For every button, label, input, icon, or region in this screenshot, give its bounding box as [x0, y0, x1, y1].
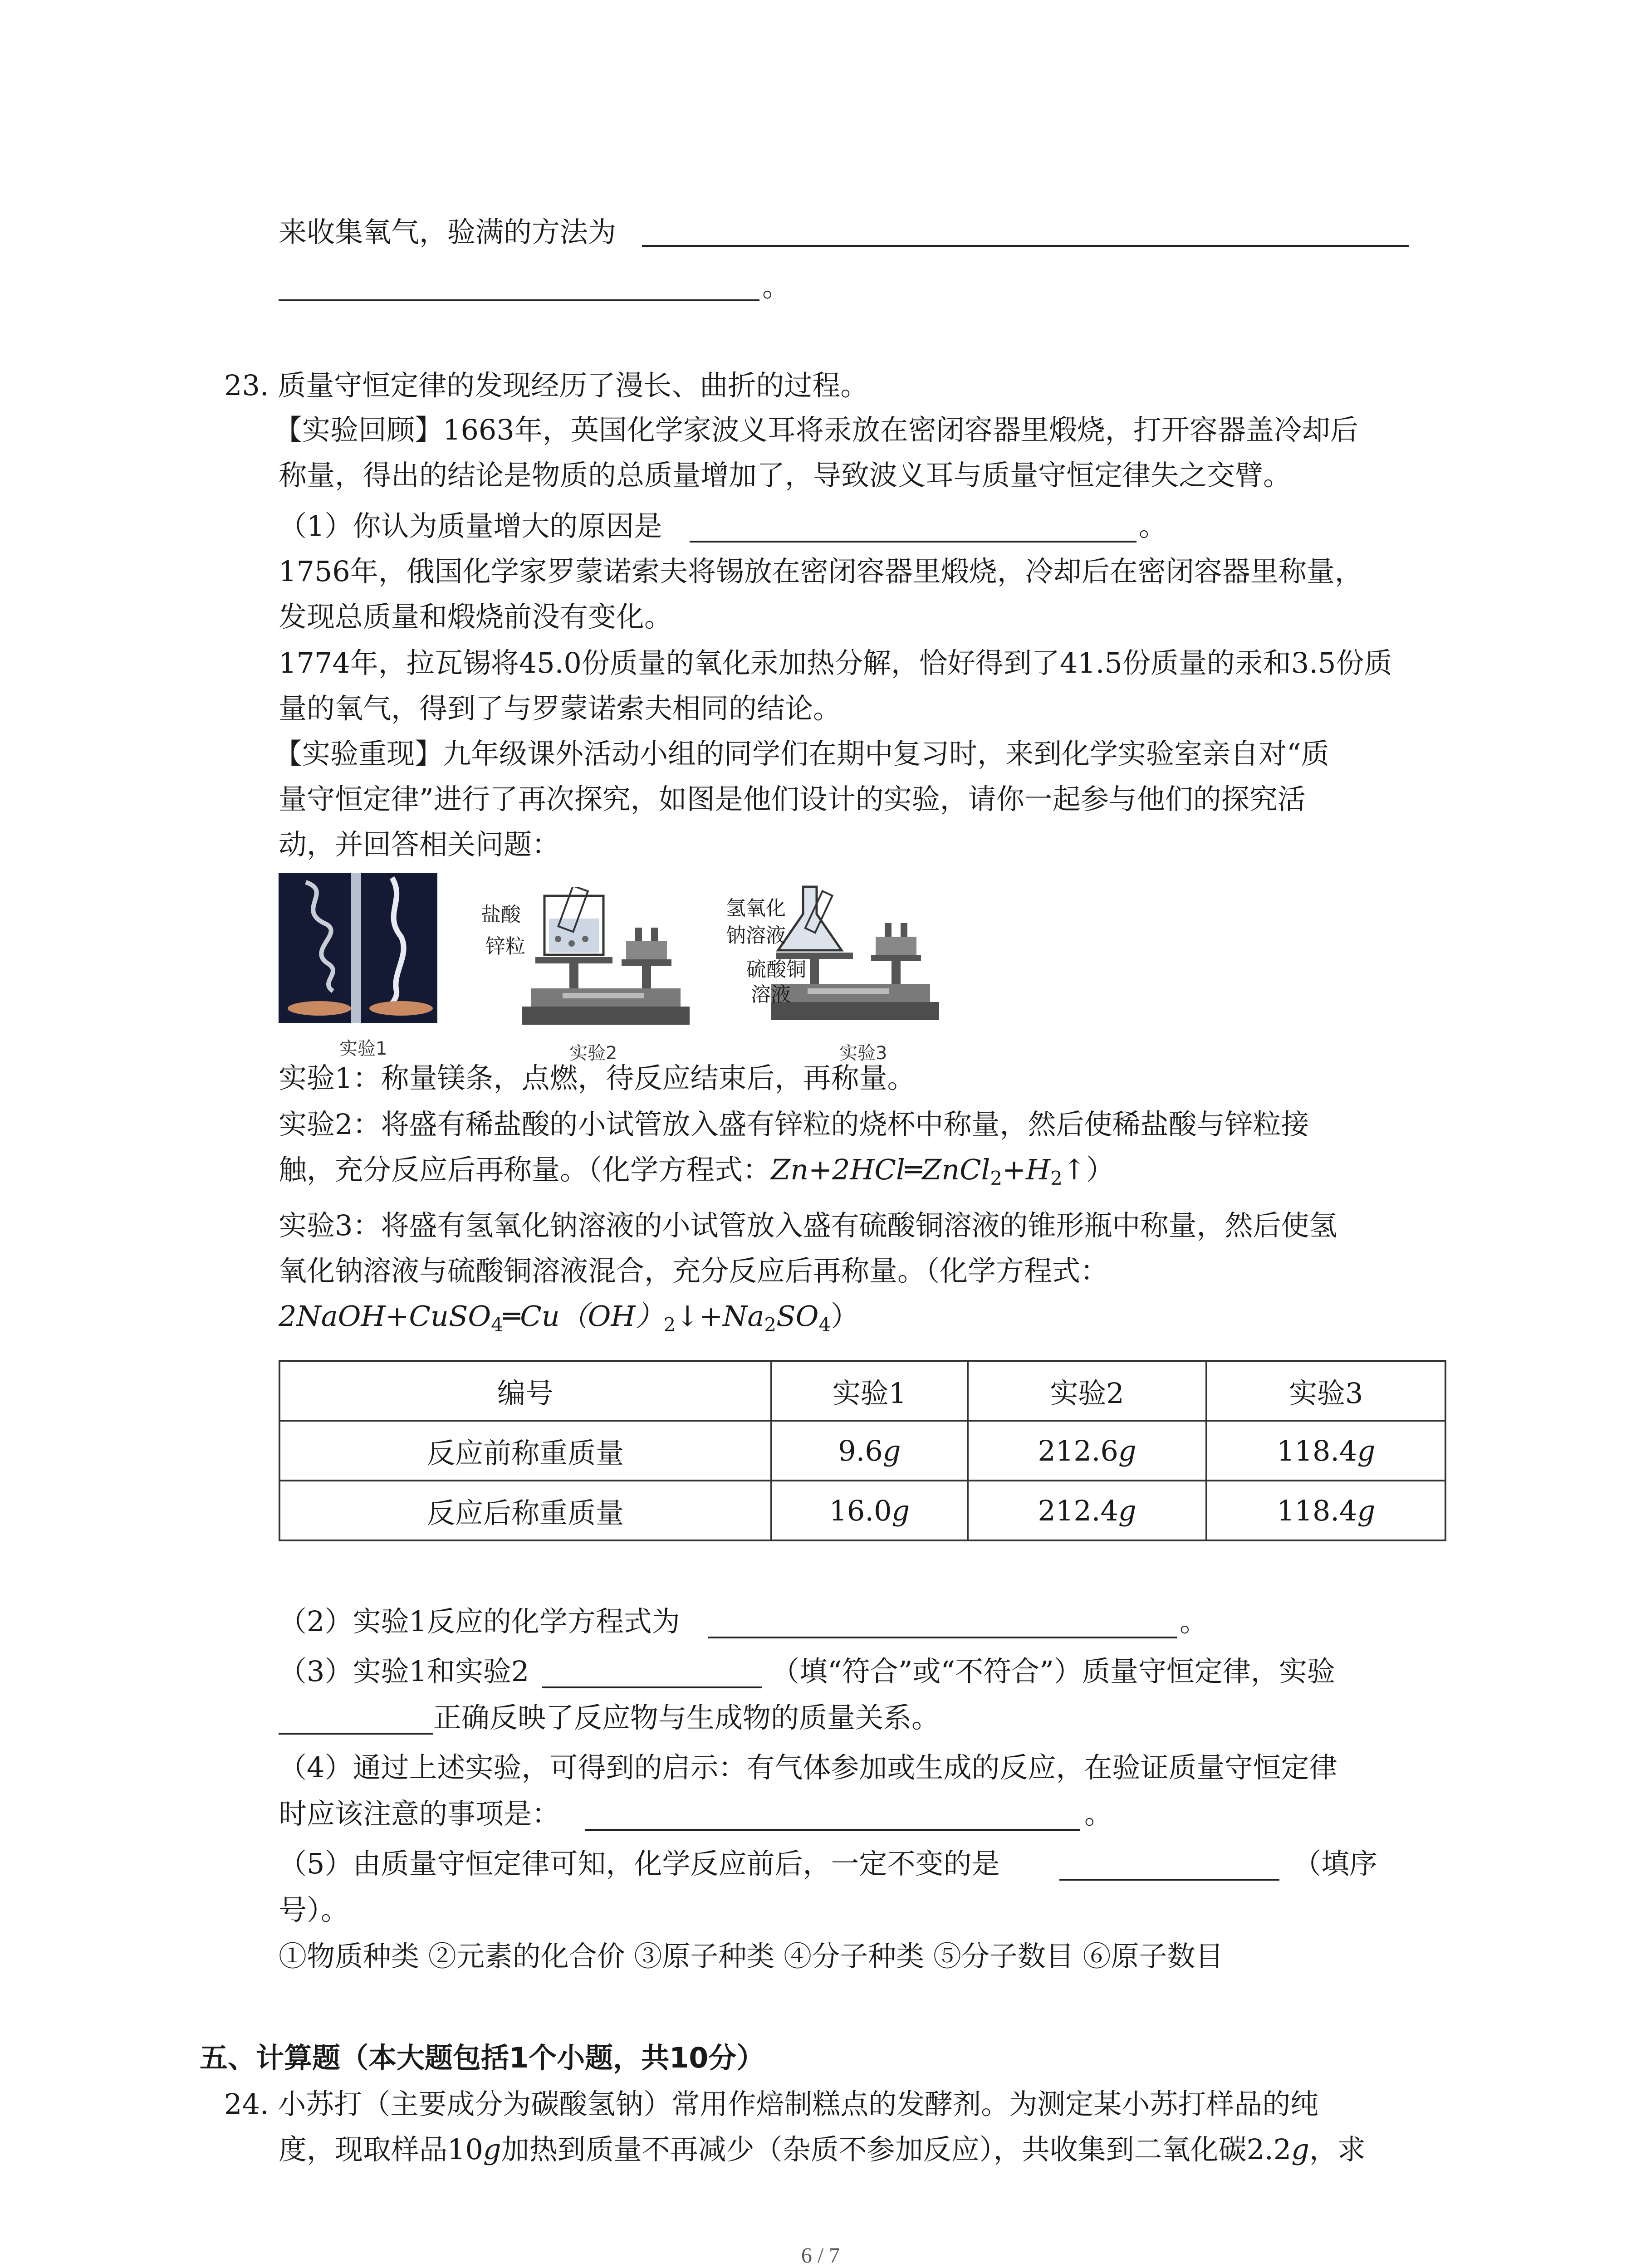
page-number: 6 / 7 — [801, 2244, 840, 2268]
table-header-cell: 实验3 — [1206, 1361, 1445, 1421]
redo-paragraph-line2: 量守恒定律”进行了再次探究，如图是他们设计的实验，请你一起参与他们的探究活 — [279, 782, 1306, 816]
prev-question-text: 来收集氧气，验满的方法为 — [279, 215, 617, 249]
review-paragraph-line1: 【实验回顾】1663年，英国化学家波义耳将汞放在密闭容器里煅烧，打开容器盖冷却后 — [274, 413, 1358, 446]
prev-question-line — [279, 213, 616, 251]
answer-blank[interactable] — [1059, 1879, 1279, 1881]
table-row — [279, 1421, 1445, 1481]
unit: g — [1357, 1434, 1376, 1467]
table-cell-value — [771, 1481, 968, 1540]
value: 212.4 — [1038, 1494, 1118, 1527]
redo-paragraph-line1: 【实验重现】九年级课外活动小组的同学们在期中复习时，来到化学实验室亲自对“质 — [274, 737, 1329, 770]
equation-zn-hcl: Zn+2HCl═ZnCl — [771, 1153, 990, 1186]
equation-close: ↑） — [1062, 1153, 1114, 1186]
answer-blank[interactable] — [542, 1686, 762, 1688]
subquestion-1-text: （1）你认为质量增大的原因是 — [279, 509, 662, 543]
answer-blank[interactable] — [690, 541, 1136, 543]
value: 9.6 — [838, 1434, 883, 1467]
equation-close: ） — [831, 1300, 859, 1333]
unit: g — [1291, 2133, 1309, 2166]
subscript: 2 — [663, 1314, 676, 1336]
experiment-1-description: 实验1：称量镁条，点燃，待反应结束后，再称量。 — [279, 1061, 916, 1095]
unit: g — [1118, 1434, 1136, 1467]
label-cuso4-line1: 硫酸铜 — [746, 958, 806, 981]
caption-experiment-1: 实验1 — [339, 1038, 387, 1059]
table-cell-value — [968, 1421, 1207, 1481]
period: 。 — [1180, 1605, 1208, 1638]
label-zinc-granules: 锌粒 — [485, 935, 525, 958]
subscript: 4 — [818, 1314, 831, 1336]
value: 118.4 — [1277, 1434, 1357, 1467]
unit: g — [1357, 1494, 1376, 1527]
subscript: 2 — [990, 1167, 1003, 1189]
subquestion-4-line1: （4）通过上述实验，可得到的启示：有气体参加或生成的反应，在验证质量守恒定律 — [279, 1751, 1337, 1784]
subscript: 2 — [764, 1314, 777, 1336]
label-naoh-line1: 氢氧化 — [726, 897, 786, 920]
answer-blank[interactable] — [585, 1829, 1080, 1831]
paragraph-1774-line2: 量的氧气，得到了与罗蒙诺索夫相同的结论。 — [279, 692, 842, 725]
period: 。 — [762, 270, 791, 303]
table-cell-value — [1206, 1481, 1445, 1540]
value: 16.0 — [829, 1494, 892, 1527]
subquestion-5-suffix: （填序 — [1293, 1847, 1378, 1880]
answer-blank[interactable] — [279, 1733, 433, 1735]
subquestion-5-line1: （5）由质量守恒定律可知，化学反应前后，一定不变的是 — [279, 1847, 1000, 1880]
unit: g — [1118, 1494, 1136, 1527]
period: 。 — [1139, 509, 1167, 543]
table-header-row — [279, 1361, 1445, 1421]
label-cuso4-line2: 溶液 — [751, 983, 791, 1006]
q24-text: ，求 — [1309, 2133, 1366, 2166]
subquestion-5-line2: 号）。 — [279, 1893, 349, 1926]
section-heading: 五、计算题（本大题包括1个小题，共10分） — [200, 2041, 765, 2074]
subquestion-3-prefix: （3）实验1和实验2 — [279, 1655, 529, 1688]
equation-h2: +H — [1002, 1153, 1051, 1186]
review-paragraph-line2: 称量，得出的结论是物质的总质量增加了，导致波义耳与质量守恒定律失之交臂。 — [279, 459, 1292, 492]
equation-part: ═Cu（OH） — [503, 1300, 664, 1333]
equation-part: 2NaOH+CuSO — [279, 1300, 491, 1333]
answer-options: ①物质种类 ②元素的化合价 ③原子种类 ④分子种类 ⑤分子数目 ⑥原子数目 — [279, 1940, 1224, 1973]
unit: g — [483, 2133, 501, 2166]
subscript: 2 — [1050, 1167, 1063, 1189]
table-cell-value — [1206, 1421, 1445, 1481]
answer-blank[interactable] — [708, 1637, 1177, 1638]
table-cell-label: 反应前称重质量 — [279, 1421, 771, 1481]
mass-data-table — [279, 1360, 1446, 1541]
paragraph-1774-line1: 1774年，拉瓦锡将45.0份质量的氧化汞加热分解，恰好得到了41.5份质量的汞和3.5份质 — [279, 646, 1392, 679]
table-header-cell: 编号 — [279, 1361, 771, 1421]
subscript: 4 — [491, 1314, 503, 1336]
value: 118.4 — [1277, 1494, 1357, 1527]
unit: g — [882, 1434, 901, 1467]
experiment-3-description-line1: 实验3：将盛有氢氧化钠溶液的小试管放入盛有硫酸铜溶液的锥形瓶中称量，然后使氢 — [279, 1209, 1337, 1242]
question-24-line1: 24. 小苏打（主要成分为碳酸氢钠）常用作焙制糕点的发酵剂。为测定某小苏打样品的纯 — [224, 2087, 1319, 2121]
experiment-2-text: 触，充分反应后再称量。（化学方程式： — [279, 1153, 771, 1186]
equation-part: ↓+Na — [676, 1300, 764, 1333]
table-header-cell: 实验1 — [771, 1361, 968, 1421]
table-cell-value — [968, 1481, 1207, 1540]
subquestion-4-line2: 时应该注意的事项是： — [279, 1797, 560, 1830]
label-hydrochloric-acid: 盐酸 — [481, 903, 521, 926]
table-header-cell: 实验2 — [968, 1361, 1207, 1421]
subquestion-1 — [279, 507, 662, 545]
period: 。 — [1084, 1797, 1113, 1830]
table-row — [279, 1481, 1445, 1540]
experiment-1-photo — [279, 873, 437, 1023]
redo-paragraph-line3: 动，并回答相关问题： — [279, 828, 560, 861]
question-24-line2 — [279, 2131, 1366, 2169]
table-cell-label: 反应后称重质量 — [279, 1481, 771, 1540]
answer-blank[interactable] — [279, 299, 759, 301]
subquestion-3-suffix: 正确反映了反应物与生成物的质量关系。 — [433, 1701, 940, 1734]
q24-text: 度，现取样品10 — [279, 2133, 483, 2166]
label-naoh-line2: 钠溶液 — [726, 924, 786, 947]
paragraph-1756-line1: 1756年，俄国化学家罗蒙诺索夫将锡放在密闭容器里煅烧，冷却后在密闭容器里称量， — [279, 555, 1363, 588]
subquestion-2: （2）实验1反应的化学方程式为 — [279, 1605, 680, 1638]
experiment-3-description-line2: 氧化钠溶液与硫酸铜溶液混合，充分反应后再称量。（化学方程式： — [279, 1254, 1109, 1287]
caption-experiment-3: 实验3 — [839, 1043, 887, 1064]
experiment-3-equation — [279, 1297, 859, 1344]
table-cell-value — [771, 1421, 968, 1481]
equation-part: SO — [776, 1300, 819, 1333]
value: 212.6 — [1038, 1434, 1118, 1467]
paragraph-1756-line2: 发现总质量和煅烧前没有变化。 — [279, 600, 673, 633]
experiment-2-description-line1: 实验2：将盛有稀盐酸的小试管放入盛有锌粒的烧杯中称量，然后使稀盐酸与锌粒接 — [279, 1108, 1309, 1141]
unit: g — [892, 1494, 910, 1527]
q24-text: 加热到质量不再减少（杂质不参加反应），共收集到二氧化碳2.2 — [501, 2133, 1292, 2166]
subquestion-3-middle: （填“符合”或“不符合”）质量守恒定律，实验 — [771, 1655, 1335, 1688]
question-23-title: 23. 质量守恒定律的发现经历了漫长、曲折的过程。 — [224, 369, 869, 402]
caption-experiment-2: 实验2 — [569, 1043, 617, 1064]
answer-blank[interactable] — [642, 245, 1409, 247]
experiment-2-description-line2 — [279, 1151, 1114, 1198]
